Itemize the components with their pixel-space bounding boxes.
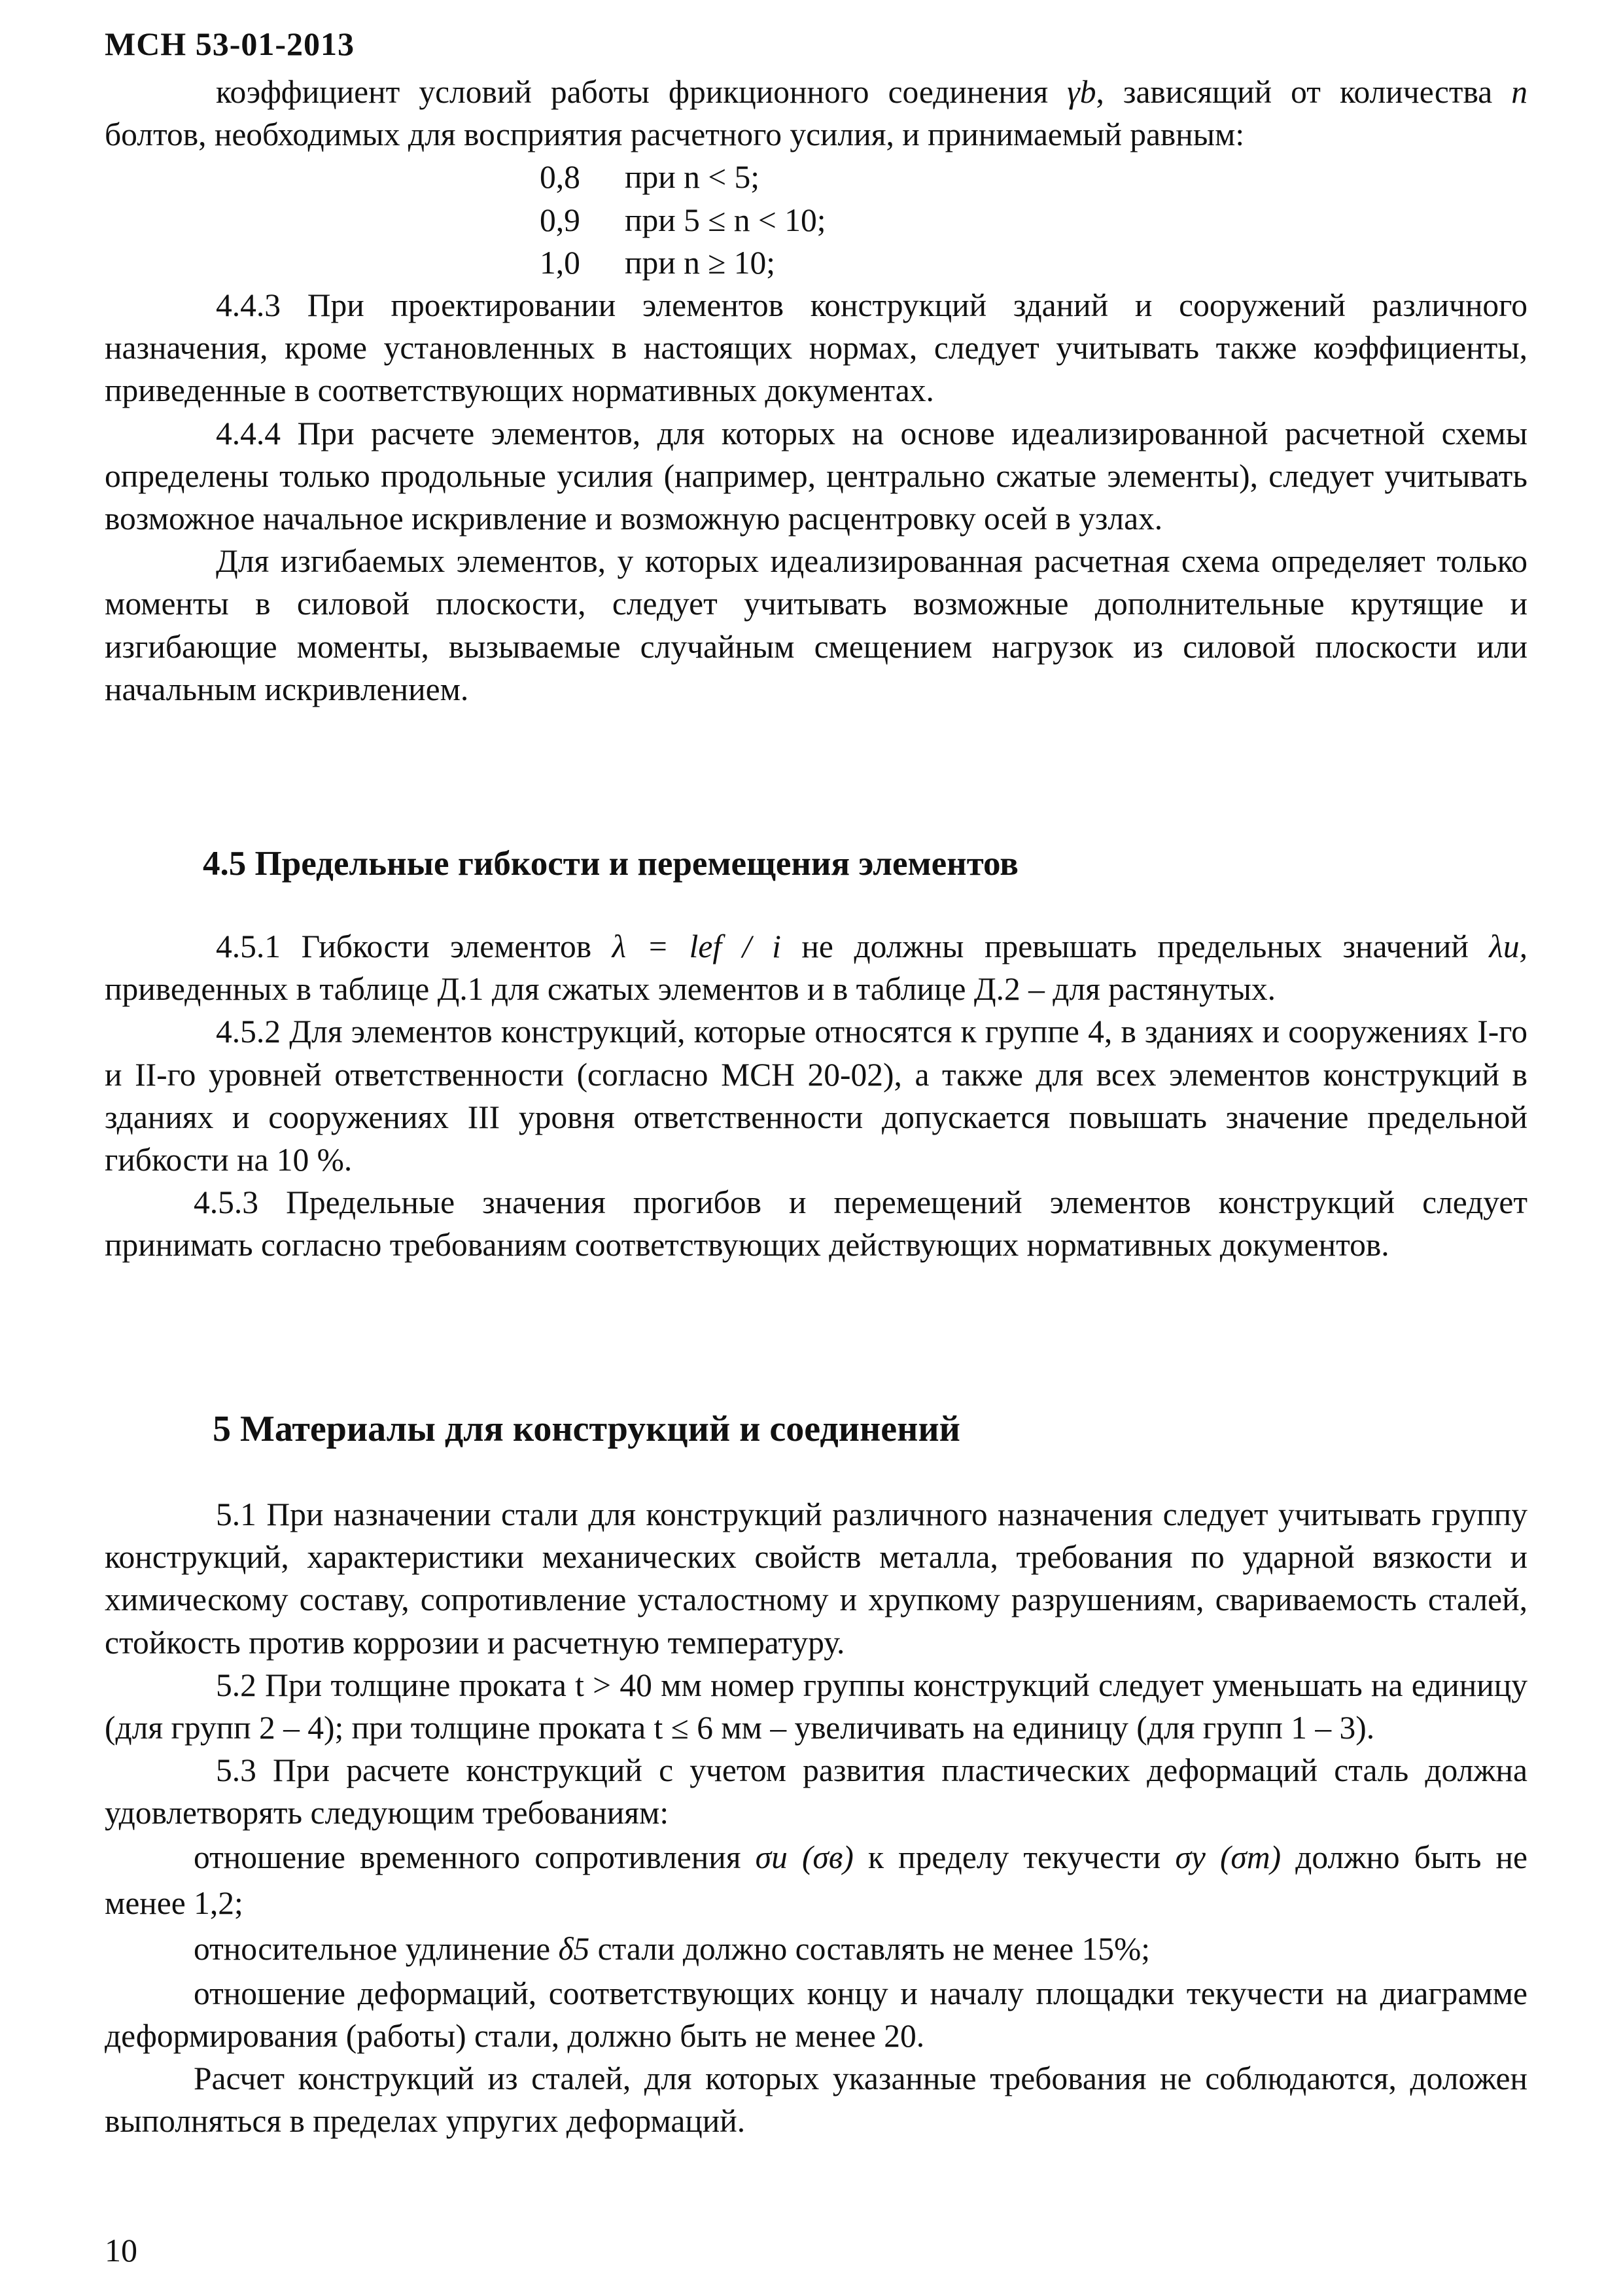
slenderness-formula: λ = lef / i	[612, 928, 781, 964]
requirement-deformation-ratio: отношение деформаций, соответствующих концу и началу площадки текучести на диаграмме деформирования (работы) стали, должно быть не менее 20.	[105, 1975, 1527, 2054]
block-section-5	[105, 1493, 1527, 2142]
condition-line: 0,8 при n < 5;	[540, 159, 760, 196]
paragraph-5-3: 5.3 При расчете конструкций с учетом развития пластических деформаций сталь должна удовлетворять следующим требованиям:	[105, 1752, 1527, 1831]
condition-line: 1,0 при n ≥ 10;	[540, 244, 776, 281]
paragraph-4-5-3: 4.5.3 Предельные значения прогибов и перемещений элементов конструкций следует принимать согласно требованиям соответствующих действующих нормативных документов.	[105, 1184, 1527, 1263]
n-symbol: n	[1511, 74, 1528, 110]
sigma-u-symbol: σu (σв)	[755, 1839, 854, 1875]
requirement-elongation: относительное удлинение δ5 стали должно составлять не менее 15%;	[194, 1930, 1150, 1967]
delta5-symbol: δ5	[558, 1930, 590, 1967]
section-4-5-title: 4.5 Предельные гибкости и перемещения элементов	[203, 845, 1019, 883]
block-section-4-5	[105, 925, 1527, 1267]
section-5-title: 5 Материалы для конструкций и соединений	[213, 1409, 960, 1449]
page-number: 10	[105, 2232, 137, 2269]
paragraph-4-4-3: 4.4.3 При проектировании элементов конструкций зданий и сооружений различного назначения, кроме установленных в настоящих нормах, следует учитывать также коэффициенты, приведенные в соответствующих нормативных документах.	[105, 287, 1527, 409]
paragraph-4-5-1: 4.5.1 Гибкости элементов λ = lef / i не должны превышать предельных значений λu, приведенных в таблице Д.1 для сжатых элементов и в таблице Д.2 – для растянутых.	[105, 928, 1527, 1008]
sigma-y-symbol: σy (σт)	[1175, 1839, 1282, 1875]
gamma-b-symbol: γb	[1067, 74, 1096, 110]
paragraph-5-1: 5.1 При назначении стали для конструкций различного назначения следует учитывать группу конструкций, характеристики механических свойств металла, требования по ударной вязкости и химическому составу, сопротивление усталостному и хрупкому разрушениям, свариваемость сталей, стойкость против коррозии и расчетную температуру.	[105, 1496, 1527, 1661]
paragraph-4-4-4-bending: Для изгибаемых элементов, у которых идеализированная расчетная схема определяет только моменты в силовой плоскости, следует учитывать возможные дополнительные крутящие и изгибающие моменты, вызываемые случайным смещением нагрузок из силовой плоскости или начальным искривлением.	[105, 543, 1527, 707]
document-code-header: МСН 53-01-2013	[105, 26, 355, 62]
condition-line: 0,9 при 5 ≤ n < 10;	[540, 202, 826, 238]
lambda-u-symbol: λu,	[1489, 928, 1527, 964]
requirement-strength-ratio: отношение временного сопротивления σu (σв) к пределу текучести σy (σт) должно быть не менее 1,2;	[105, 1839, 1527, 1921]
paragraph-5-2: 5.2 При толщине проката t > 40 мм номер группы конструкций следует уменьшать на единицу (для групп 2 – 4); при толщине проката t ≤ 6 мм – увеличивать на единицу (для групп 1 – 3).	[105, 1667, 1527, 1746]
paragraph-4-5-2: 4.5.2 Для элементов конструкций, которые относятся к группе 4, в зданиях и сооружениях I-го и II-го уровней ответственности (согласно МСН 20-02), а также для всех элементов конструкций в зданиях и сооружениях III уровня ответственности допускается повышать значение предельной гибкости на 10 %.	[105, 1014, 1527, 1178]
block-coefficients	[105, 71, 1527, 711]
paragraph-final: Расчет конструкций из сталей, для которых указанные требования не соблюдаются, доложен выполняться в пределах упругих деформаций.	[105, 2060, 1527, 2140]
paragraph-4-4-4: 4.4.4 При расчете элементов, для которых на основе идеализированной расчетной схемы определены только продольные усилия (например, центрально сжатые элементы), следует учитывать возможное начальное искривление и возможную расцентровку осей в узлах.	[105, 415, 1527, 537]
paragraph-intro: коэффициент условий работы фрикционного соединения γb, зависящий от количества n болтов, необходимых для восприятия расчетного усилия, и принимаемый равным:	[105, 74, 1528, 153]
